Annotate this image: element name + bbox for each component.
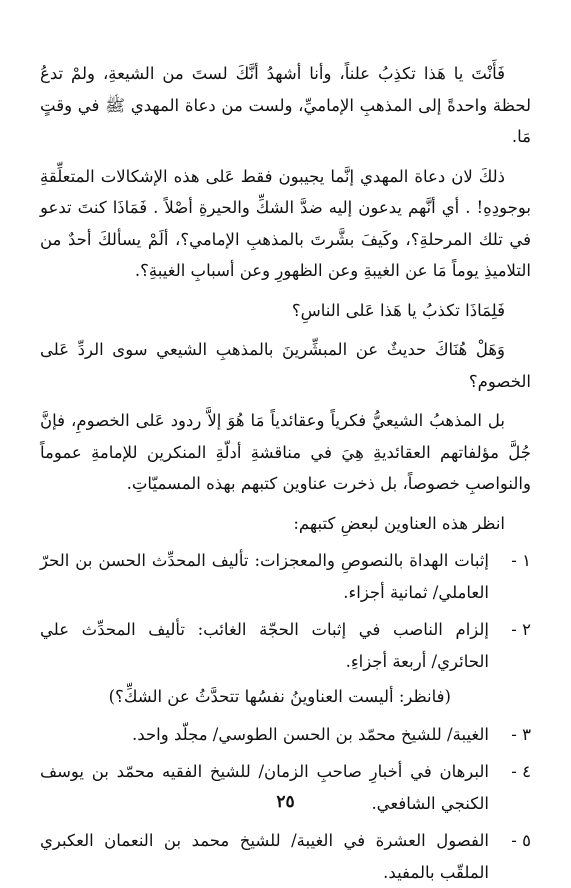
paragraph: انظر هذه العناوين لبعضِ كتبهم: — [40, 508, 531, 540]
list-item-number: ٤ - — [489, 756, 531, 788]
list-item-number: ٣ - — [489, 719, 531, 751]
list-item — [40, 545, 531, 608]
list-item-text: البرهان في أخبارِ صاحبِ الزمان/ للشيخ الفقيه محمّد بن يوسف الكنجي الشافعي. — [40, 756, 489, 819]
paragraph: فَلِمَاذَا تكذبُ يا هَذا عَلى الناسِ؟ — [40, 295, 531, 327]
book-list — [40, 545, 531, 677]
list-item — [40, 719, 531, 751]
list-item-number: ١ - — [489, 545, 531, 577]
page-body — [40, 58, 531, 888]
paragraph: ذلكَ لان دعاة المهدي إنَّما يجيبون فقط عَلى هذه الإشكالات المتعلِّقةِ بوجودِهِ! . أي أنَّهم يدعون إليه ضدَّ الشكِّ والحيرةِ أصْلاً . فَمَاذَا كنتَ تدعو في تلك المرحلةِ؟، وكَيفَ بشَّرتَ بالمذهبِ الإمامي؟، ألَمْ يسألكَ أحدٌ من التلاميذِ يوماً مَا عن الغيبةِ وعن الظهورِ وعن أسبابِ الغيبةِ؟. — [40, 161, 531, 287]
note: (فانظر: أليست العناوينُ نفسُها تتحدَّثُ عن الشكِّ؟) — [40, 681, 531, 713]
list-item-number: ٢ - — [489, 614, 531, 646]
list-item-text: الفصول العشرة في الغيبة/ للشيخ محمد بن النعمان العكبري الملقّب بالمفيد. — [40, 825, 489, 888]
list-item-text: إثبات الهداة بالنصوصِ والمعجزات: تأليف المحدِّث الحسن بن الحرّ العاملي/ ثمانية أجزاء. — [40, 545, 489, 608]
list-item-text: الغيبة/ للشيخ محمّد بن الحسن الطوسي/ مجلّد واحد. — [40, 719, 489, 751]
paragraph: وَهَلْ هُنَاكَ حديثٌ عن المبشِّرينَ بالمذهبِ الشيعي سوى الردِّ عَلى الخصوم؟ — [40, 334, 531, 397]
list-item — [40, 614, 531, 677]
list-item-text: إلزام الناصب في إثبات الحجّة الغائب: تأليف المحدِّث علي الحائري/ أربعة أجزاءِ. — [40, 614, 489, 677]
page-number: ٢٥ — [0, 792, 571, 812]
paragraph: بل المذهبُ الشيعيُّ فكرياً وعقائدياً مَا هُوَ إلاَّ ردود عَلى الخصومِ، فإنَّ جُلَّ مؤلفاتهم العقائديةِ هِيَ في مناقشةِ أدلّةِ المنكرين للإمامةِ عموماً والنواصبِ خصوصاً، بل ذخرت عناوين كتبهم بهذه المسميّاتِ. — [40, 405, 531, 500]
paragraph: فَأَنْتَ يا هَذا تكذِبُ علناً، وأنا أشهدُ أنَّكَ لستَ من الشيعةِ، ولمْ تدعُ لحظة واحدةً إلى المذهبِ الإماميِّ، ولست من دعاة المهدي ﷺ في وقتٍ مَا. — [40, 58, 531, 153]
list-item-number: ٥ - — [489, 825, 531, 857]
list-item — [40, 825, 531, 888]
